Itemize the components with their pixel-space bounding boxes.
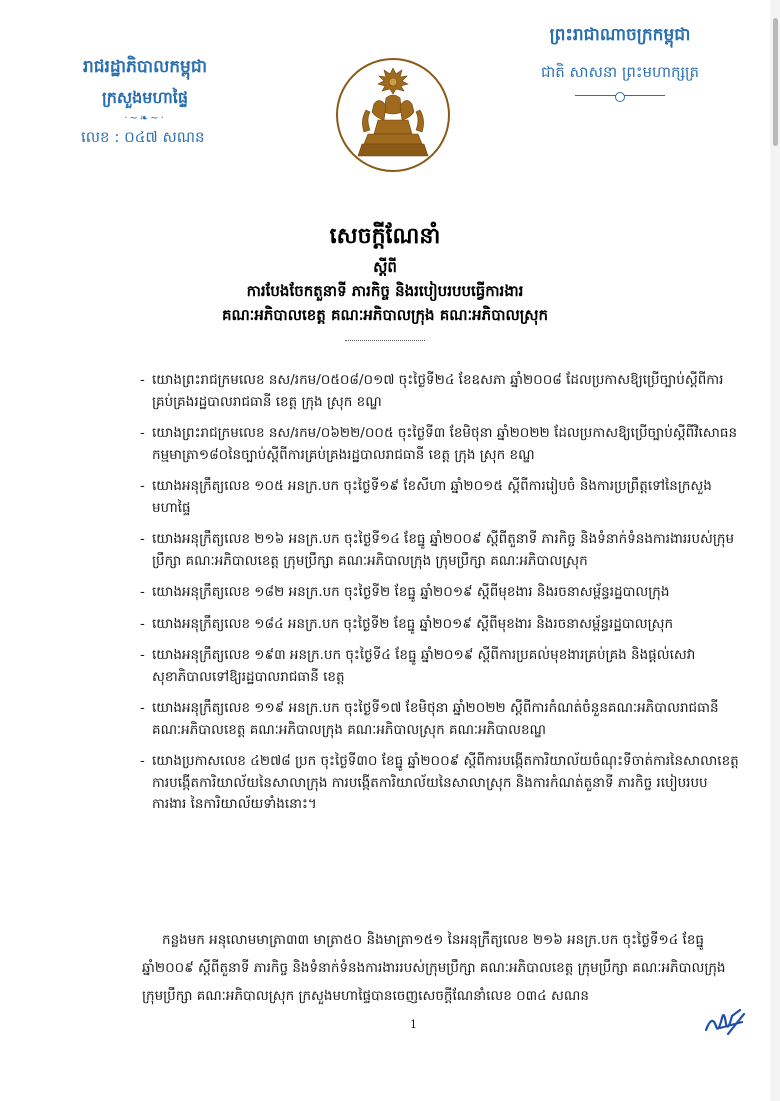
page-scrollbar[interactable] [770, 0, 780, 1101]
document-about-label: ស្ដីពី [373, 258, 397, 276]
seal-emblem-icon [338, 60, 448, 170]
kingdom-name: ព្រះរាជាណាចក្រកម្ពុជា [549, 25, 691, 45]
page-number: 1 [410, 1018, 417, 1031]
document-title: សេចក្ដីណែនាំ [329, 224, 441, 249]
document-subject-line2: គណៈអភិបាលខេត្ត គណៈអភិបាលក្រុង គណៈអភិបាលស្រុក [221, 306, 549, 324]
legal-references-list [140, 370, 740, 826]
reference-item: - យោងអនុក្រឹត្យលេខ ២១៦ អនក្រ.បក ចុះថ្ងៃទី១៤ ខែធ្នូ ឆ្នាំ២០០៩ ស្ដីពីតួនាទី ភារកិច្ច និងទំនាក់ទំនងការងាររបស់ក្រុមប្រឹក្សា គណៈអភិបាលខេត្ត ក្រុមប្រឹក្សា គណៈអភិបាលក្រុង ក្រុមប្រឹក្សា គណៈអភិបាលស្រុក [140, 529, 740, 572]
royal-seal-icon [336, 58, 450, 172]
reference-item: - យោងអនុក្រឹត្យលេខ ១៨២ អនក្រ.បក ចុះថ្ងៃទី២ ខែធ្នូ ឆ្នាំ២០១៩ ស្ដីពីមុខងារ និងរចនាសម្ព័ន្ធរដ្ឋបាលក្រុង [140, 582, 740, 604]
kingdom-header [505, 24, 735, 96]
title-divider [345, 340, 425, 341]
ministry-header [55, 56, 235, 150]
document-subject-line1: ការបែងចែកតួនាទី ភារកិច្ច និងរបៀបរបបធ្វើការងារ [246, 282, 524, 300]
handwritten-signature-icon [702, 1004, 746, 1038]
body-paragraph: កន្លងមក អនុលោមមាត្រា៣៣ មាត្រា៥០ និងមាត្រា១៥១ នៃអនុក្រឹត្យលេខ ២១៦ អនក្រ.បក ចុះថ្ងៃទី១៤ ខែធ្នូ ឆ្នាំ២០០៩ ស្ដីពីតួនាទី ភារកិច្ច និងទំនាក់ទំនងការងាររបស់ក្រុមប្រឹក្សា គណៈអភិបាលខេត្ត ក្រុមប្រឹក្សា គណៈអភិបាលក្រុង ក្រុមប្រឹក្សា គណៈអភិបាលស្រុក ក្រសួងមហាផ្ទៃបានចេញសេចក្ដីណែនាំលេខ ០៣៤ សណន [142, 932, 726, 1004]
document-title-block [150, 222, 620, 341]
ornament-divider-right [575, 95, 665, 96]
reference-item: - យោងអនុក្រឹត្យលេខ ១៩៣ អនក្រ.បក ចុះថ្ងៃទី៤ ខែធ្នូ ឆ្នាំ២០១៩ ស្ដីពីការប្រគល់មុខងារគ្រប់គ្រង និងផ្ដល់សេវាសុខាភិបាលទៅឱ្យរដ្ឋបាលរាជធានី ខេត្ត [140, 645, 740, 688]
signature-icon [702, 1004, 746, 1038]
scrollbar-thumb[interactable] [773, 18, 778, 146]
reference-item: - យោងអនុក្រឹត្យលេខ ១០៥ អនក្រ.បក ចុះថ្ងៃទី១៩ ខែសីហា ឆ្នាំ២០១៥ ស្ដីពីការរៀបចំ និងការប្រព្រឹត្តទៅនៃក្រសួងមហាផ្ទៃ [140, 476, 740, 519]
reference-item: - យោងប្រកាសលេខ ៤២៧៨ ប្រក ចុះថ្ងៃទី៣០ ខែធ្នូ ឆ្នាំ២០០៩ ស្ដីពីការបង្កើតការិយាល័យចំណុះទីចាត់ការនៃសាលាខេត្ត ការបង្កើតការិយាល័យនៃសាលាក្រុង ការបង្កើតការិយាល័យនៃសាលាស្រុក និងការកំណត់តួនាទី ភារកិច្ច របៀបរបបការងារ នៃការិយាល័យទាំងនោះ។ [140, 751, 740, 816]
kingdom-motto: ជាតិ សាសនា ព្រះមហាក្សត្រ [540, 63, 700, 81]
document-reference-number: លេខ : ០៤៧ សណន [81, 128, 205, 146]
ministry-name: ក្រសួងមហាផ្ទៃ [101, 88, 188, 107]
reference-item: - យោងអនុក្រឹត្យលេខ ១១៩ អនក្រ.បក ចុះថ្ងៃទី១៧ ខែមិថុនា ឆ្នាំ២០២២ ស្ដីពីការកំណត់ចំនួនគណៈអភិបាលរាជធានី គណៈអភិបាលខេត្ត គណៈអភិបាលក្រុង គណៈអភិបាលស្រុក គណៈអភិបាលខណ្ឌ [140, 698, 740, 741]
ministry-government: រាជរដ្ឋាភិបាលកម្ពុជា [82, 57, 208, 77]
reference-item: - យោងព្រះរាជក្រមលេខ នស/រកម/០៥០៨/០១៧ ចុះថ្ងៃទី២៤ ខែឧសភា ឆ្នាំ២០០៨ ដែលប្រកាសឱ្យប្រើច្បាប់ស្ដីពីការគ្រប់គ្រងរដ្ឋបាលរាជធានី ខេត្ត ក្រុង ស្រុក ខណ្ឌ [140, 370, 740, 413]
reference-item: - យោងអនុក្រឹត្យលេខ ១៨៤ អនក្រ.បក ចុះថ្ងៃទី២ ខែធ្នូ ឆ្នាំ២០១៩ ស្ដីពីមុខងារ និងរចនាសម្ព័ន្ធរដ្ឋបាលស្រុក [140, 614, 740, 636]
reference-item: - យោងព្រះរាជក្រមលេខ នស/រកម/០៦២២/០០៥ ចុះថ្ងៃទី៣ ខែមិថុនា ឆ្នាំ២០២២ ដែលប្រកាសឱ្យប្រើច្បាប់ស្ដីពីវិសោធនកម្មមាត្រា១៨០នៃច្បាប់ស្ដីពីការគ្រប់គ្រងរដ្ឋបាលរាជធានី ខេត្ត ក្រុង ស្រុក ខណ្ឌ [140, 423, 740, 466]
ornament-divider-left: ·~❧~· [124, 113, 166, 124]
